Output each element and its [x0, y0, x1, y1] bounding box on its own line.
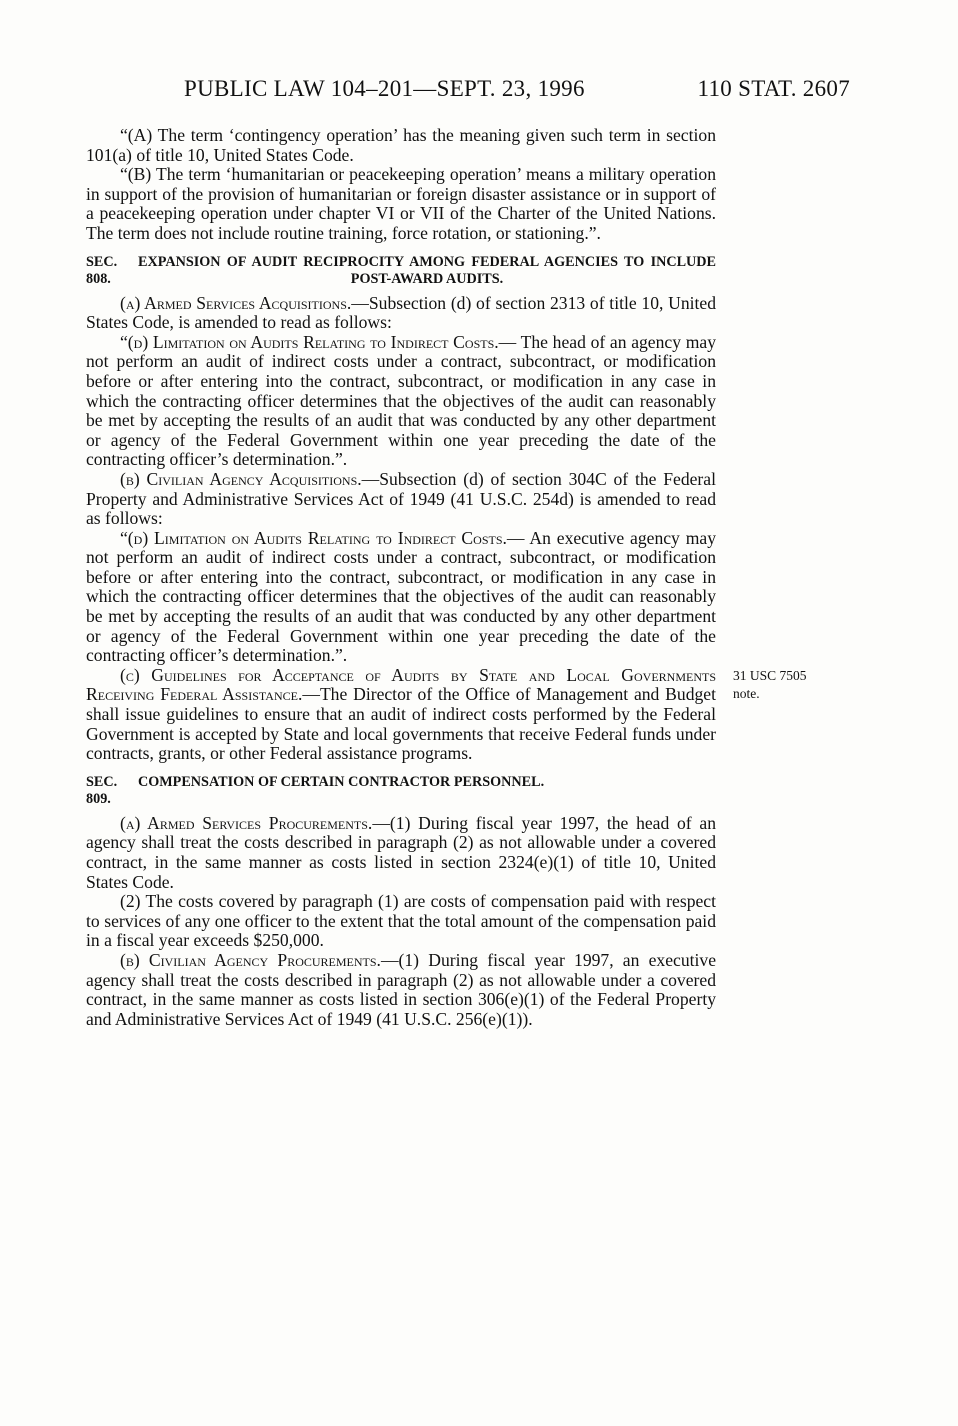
margin-note-line: note. [733, 685, 760, 701]
quoted-heading: “(d) Limitation on Audits Relating to Indirect Costs. [120, 527, 507, 548]
quoted-heading: “(d) Limitation on Audits Relating to Indirect Costs. [120, 331, 499, 352]
subsection-text: —(1) During fiscal year 1997, the head of an agency shall treat the costs described in paragraph (2) as not allowable under a covered contract, in the same manner as costs listed in section 2324(e)(1) of title 10, United States Code. [86, 812, 716, 892]
definition-humanitarian-operation: “(B) The term ‘humanitarian or peacekeeping operation’ means a military operation in support of the provision of humanitarian or foreign disaster assistance or in support of a peacekeeping operation under chapter VI or VII of the Charter of the United Nations. The term does not include routine training, force rotation, or stationing.”. [86, 164, 716, 243]
statute-page-number: 110 STAT. 2607 [697, 76, 850, 101]
subsection-heading: (a) Armed Services Procurements. [120, 812, 373, 833]
paragraph-809-a-2: (2) The costs covered by paragraph (1) are costs of compensation paid with respect to services of any one officer to the extent that the total amount of the compensation paid in a fiscal year exceeds $250,000. [86, 891, 716, 951]
subsection-heading: (b) Civilian Agency Procurements. [120, 949, 381, 970]
document-body [86, 126, 716, 1029]
subsection-808-b [86, 470, 716, 529]
subsection-808-c [86, 666, 716, 764]
quoted-text: — An executive agency may not perform an audit of indirect costs under a contract, subcontract, or modification before or after entering into the contract, subcontract, or modification in any case in which the contracting officer determines that the objectives of the audit can reasonably be met by accepting the results of an audit that was conducted by any other department or agency of the Federal Government within one year preceding the date of the contracting officer’s determination.”. [86, 527, 716, 666]
subsection-heading: (b) Civilian Agency Acquisitions. [120, 468, 362, 489]
subsection-text: —Subsection (d) of section 2313 of title 10, United States Code, is amended to read as follows: [86, 292, 716, 333]
definition-contingency-operation: “(A) The term ‘contingency operation’ has the meaning given such term in section 101(a) of title 10, United States Code. [86, 125, 716, 165]
subsection-heading: (a) Armed Services Acquisitions. [120, 292, 352, 313]
subsection-text: —(1) During fiscal year 1997, an executive agency shall treat the costs described in paragraph (2) as not allowable under a covered contract, in the same manner as costs listed in section 306(e)(1) of the Federal Property and Administrative Services Act of 1949 (41 U.S.C. 256(e)(1)). [86, 949, 716, 1029]
quoted-text: — The head of an agency may not perform an audit of indirect costs under a contract, subcontract, or modification before or after entering into the contract, subcontract, or modification in any case in which the contracting officer determines that the objectives of the audit can reasonably be met by accepting the results of an audit that was conducted by any other department or agency of the Federal Government within one year preceding the date of the contracting officer’s determination.”. [86, 331, 716, 470]
subsection-heading: (c) Guidelines for Acceptance of Audits by State and Local Governments Receiving Federal Assistance. [86, 664, 716, 705]
section-809-heading [86, 774, 716, 808]
subsection-809-b [86, 951, 716, 1029]
subsection-809-a [86, 814, 716, 892]
section-number: SEC. 809. [86, 773, 118, 807]
section-title: COMPENSATION OF CERTAIN CONTRACTOR PERSONNEL. [138, 773, 545, 790]
section-number: SEC. 808. [86, 253, 118, 287]
margin-note-usc-citation [733, 667, 843, 703]
subsection-text: —The Director of the Office of Management and Budget shall issue guidelines to ensure that an audit of indirect costs performed by the Federal Government is accepted by State and local governments that receive Federal funds under contracts, grants, or other Federal assistance programs. [86, 684, 717, 764]
section-808-heading [86, 254, 716, 288]
public-law-citation: PUBLIC LAW 104–201—SEPT. 23, 1996 [184, 76, 585, 101]
margin-note-line: 31 USC 7505 [733, 667, 807, 683]
section-title: EXPANSION OF AUDIT RECIPROCITY AMONG FEDERAL AGENCIES TO INCLUDE POST-AWARD AUDITS. [138, 253, 716, 287]
quoted-subsection-808-a-d [86, 333, 716, 470]
subsection-808-a [86, 294, 716, 333]
page-header [184, 76, 850, 106]
quoted-subsection-808-b-d [86, 529, 716, 666]
subsection-text: —Subsection (d) of section 304C of the Federal Property and Administrative Services Act of 1949 (41 U.S.C. 254d) is amended to read as follows: [86, 468, 716, 529]
